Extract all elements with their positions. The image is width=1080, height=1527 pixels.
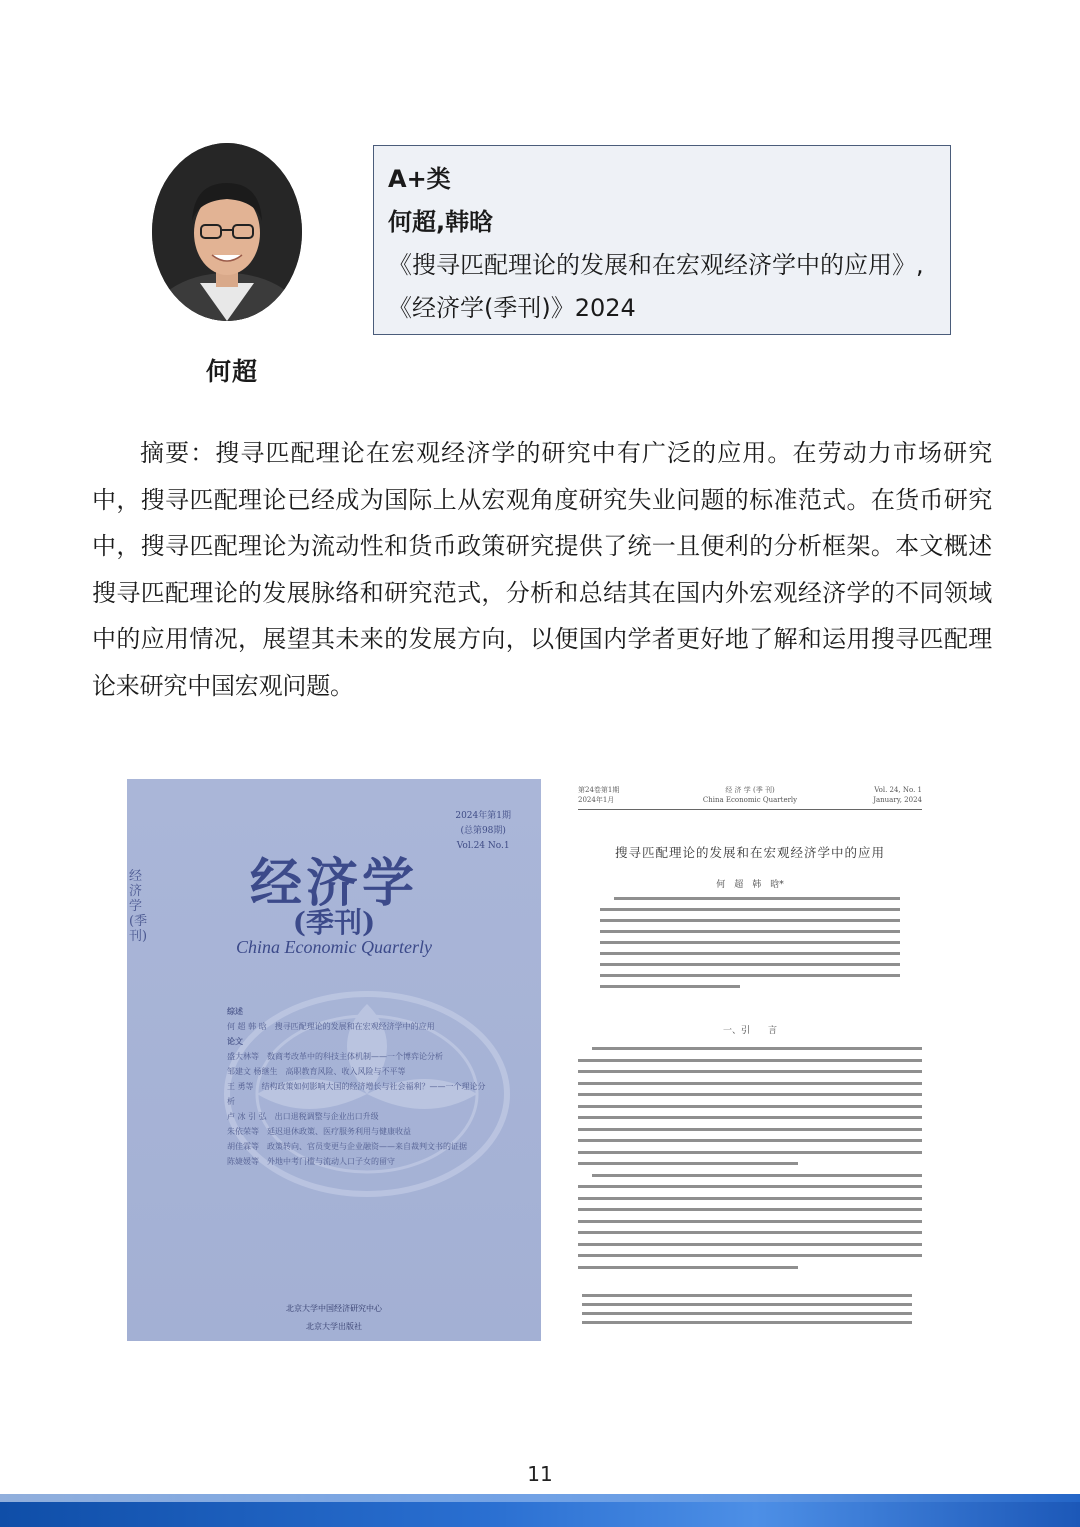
- text-line: [578, 1243, 922, 1246]
- cover-toc: [227, 1004, 487, 1169]
- journal-cover-image: [127, 779, 541, 1341]
- header-left-2: 2024年1月: [578, 796, 615, 804]
- portrait-image: [152, 143, 302, 321]
- journal-paper-title: 搜寻匹配理论的发展和在宏观经济学中的应用: [614, 845, 885, 860]
- header-mid-1: 经 济 学 (季 刊): [725, 786, 775, 794]
- page-header-right: [873, 785, 922, 805]
- text-line: [600, 941, 900, 944]
- text-line: [578, 1254, 922, 1257]
- abstract: [92, 430, 992, 709]
- toc-item: 盛大林等 数商考改革中的科技主体机制——一个博弈论分析: [227, 1052, 443, 1061]
- text-line: [582, 1321, 912, 1324]
- cover-issue-line3: Vol.24 No.1: [456, 841, 510, 851]
- text-line: [578, 1070, 922, 1073]
- cover-publisher-center: 北京大学中国经济研究中心: [286, 1304, 382, 1313]
- author-name: 何超: [206, 357, 259, 386]
- cover-subtitle: (季刊): [292, 906, 376, 939]
- cover-side-title: 经济学(季刊): [129, 869, 148, 944]
- text-line: [592, 1174, 922, 1177]
- text-line: [578, 1105, 922, 1108]
- text-line: [578, 1139, 922, 1142]
- text-line: [600, 930, 900, 933]
- toc-item: 何 超 韩 晗 搜寻匹配理论的发展和在宏观经济学中的应用: [227, 1022, 435, 1031]
- paper-info-box: [373, 145, 951, 335]
- text-line: [578, 1082, 922, 1085]
- text-line: [578, 1208, 922, 1211]
- text-line: [600, 974, 900, 977]
- abstract-text: 摘要：搜寻匹配理论在宏观经济学的研究中有广泛的应用。在劳动力市场研究中，搜寻匹配理论已经成为国际上从宏观角度研究失业问题的标准范式。在货币研究中，搜寻匹配理论为流动性和货币政策研究提供了统一且便利的分析框架。本文概述搜寻匹配理论的发展脉络和研究范式，分析和总结其在国内外宏观经济学的不同领域中的应用情况，展望其未来的发展方向，以便国内学者更好地了解和运用搜寻匹配理论来研究中国宏观问题。: [92, 439, 992, 700]
- toc-item: 陈婕媛等 外地中考门槛与流动人口子女的留守: [227, 1157, 395, 1166]
- text-line: [578, 1151, 922, 1154]
- text-line: [578, 1116, 922, 1119]
- header-right-1: Vol. 24, No. 1: [874, 786, 922, 794]
- header-right-2: January, 2024: [873, 796, 922, 804]
- text-line: [578, 1220, 922, 1223]
- toc-item: 胡佳霖等 政策转向、官员变更与企业融资——来自裁判文书的证据: [227, 1142, 467, 1151]
- toc-item: 朱依荣等 延迟退休政策、医疗服务利用与健康收益: [227, 1127, 411, 1136]
- header-left-1: 第24卷第1期: [578, 786, 620, 794]
- journal-paper-authors: 何 超 韩 晗*: [716, 880, 784, 890]
- text-line: [578, 1266, 798, 1269]
- header-mid-2: China Economic Quarterly: [702, 796, 798, 804]
- cover-english-title: China Economic Quarterly: [236, 937, 432, 957]
- text-line: [600, 952, 900, 955]
- page-number: 11: [527, 1462, 553, 1486]
- text-line: [582, 1312, 912, 1315]
- text-line: [578, 1093, 922, 1096]
- header-rule: [578, 809, 922, 810]
- toc-item: 综述: [227, 1007, 243, 1016]
- paper-title: 《搜寻匹配理论的发展和在宏观经济学中的应用》,: [388, 251, 924, 279]
- text-line: [578, 1128, 922, 1131]
- footer-bar: [0, 1494, 1080, 1527]
- toc-item: 王 勇等 结构政策如何影响大国的经济增长与社会福利？——一个理论分析: [227, 1082, 486, 1106]
- journal-page-image: [570, 779, 930, 1341]
- text-line: [592, 1047, 922, 1050]
- text-line: [578, 1231, 922, 1234]
- text-line: [582, 1303, 912, 1306]
- cover-title: 经济学: [249, 853, 418, 914]
- author-photo: [152, 143, 302, 321]
- toc-item: 卢 冰 引 弘 出口退税调整与企业出口升级: [227, 1112, 379, 1121]
- cover-publisher-press: 北京大学出版社: [306, 1322, 362, 1331]
- text-line: [578, 1162, 798, 1165]
- text-line: [578, 1185, 922, 1188]
- text-line: [600, 919, 900, 922]
- text-line: [582, 1294, 912, 1297]
- text-line: [578, 1059, 922, 1062]
- journal-year: 《经济学(季刊)》2024: [388, 294, 636, 322]
- cover-issue-line2: (总第98期): [460, 826, 506, 836]
- toc-item: 论文: [227, 1037, 243, 1046]
- toc-item: 邹建文 杨继生 高职教育风险、收入风险与不平等: [227, 1067, 406, 1076]
- text-line: [600, 908, 900, 911]
- text-line: [614, 897, 900, 900]
- category-label: A+类: [388, 165, 451, 193]
- journal-section-heading: 一、引 言: [722, 1026, 777, 1036]
- text-line: [578, 1197, 922, 1200]
- cover-issue-line1: 2024年第1期: [455, 811, 511, 821]
- text-line: [600, 985, 740, 988]
- authors-label: 何超,韩晗: [388, 208, 494, 236]
- text-line: [600, 963, 900, 966]
